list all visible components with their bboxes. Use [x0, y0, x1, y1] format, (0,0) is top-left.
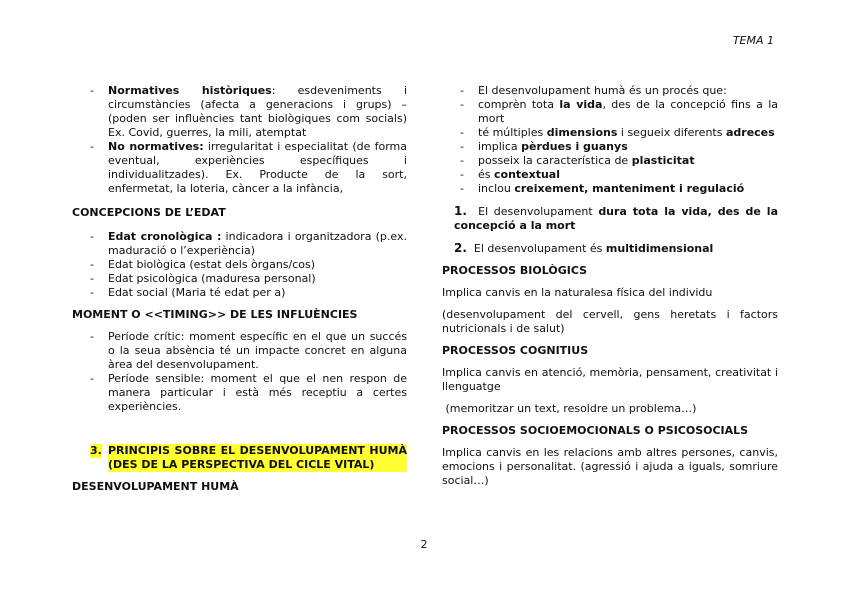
definition: Edat biològica (estat dels òrgans/cos) — [108, 258, 316, 271]
list-item — [72, 140, 407, 196]
right-column — [442, 84, 778, 488]
item-text: , des de la concepció fins a la mort — [478, 98, 778, 125]
paragraph: Implica canvis en la naturalesa física del individu — [442, 286, 713, 299]
moment-list — [72, 330, 407, 414]
list-item: - Període sensible: moment el que el nen respon de manera particular i està més receptiu a certes experiències. — [72, 372, 407, 414]
principle-number: 2. — [454, 241, 467, 255]
item-text: és — [478, 168, 494, 181]
concepcions-list — [72, 230, 407, 300]
principle-bold: multidimensional — [605, 242, 714, 255]
definition: indicadora i organitzadora (p.ex. maduració o l’experiència) — [108, 230, 407, 257]
item-bold: la vida — [559, 98, 603, 111]
section-heading: CONCEPCIONS DE L’EDAT — [72, 206, 226, 219]
left-column — [72, 84, 407, 494]
item-text: inclou — [478, 182, 515, 195]
numbered-heading — [72, 444, 407, 472]
section-heading: PROCESSOS COGNITIUS — [442, 344, 589, 357]
list-item — [72, 286, 407, 300]
page-number: 2 — [420, 538, 428, 551]
definition: irregularitat i especialitat (de forma eventual, experiències específiques i individualitzades). Ex. Producte de la sort, enfermetat, la loteria, càncer a la infància, — [108, 140, 407, 195]
list-item — [442, 154, 778, 168]
item-text: i segueix diferents — [617, 126, 726, 139]
section-heading: MOMENT O <<TIMING>> DE LES INFLUÈNCIES — [72, 308, 358, 321]
definition: Edat social (Maria té edat per a) — [108, 286, 286, 299]
item-bold: adreces — [725, 126, 775, 139]
list-item — [442, 84, 778, 98]
principle-1 — [442, 204, 778, 233]
section-heading: PROCESSOS SOCIOEMOCIONALS O PSICOSOCIALS — [442, 424, 749, 437]
definition: : esdeveniments i circumstàncies (afecta a generacions i grups) –(poden ser influències tant biològiques com socials) Ex. Covid, guerres, la mili, atemptat — [108, 84, 407, 139]
term: Normatives històriques — [108, 84, 272, 97]
list-item — [442, 168, 778, 182]
list-item — [72, 84, 407, 140]
principle-text: El desenvolupament és — [473, 242, 606, 255]
list-item — [72, 258, 407, 272]
list-item — [442, 182, 778, 196]
item-bold: plasticitat — [631, 154, 695, 167]
list-item — [72, 272, 407, 286]
item-text: comprèn tota — [478, 98, 560, 111]
item-text: El desenvolupament humà és un procés que: — [478, 84, 727, 97]
item-bold: creixement, manteniment i regulació — [514, 182, 745, 195]
section-heading: PROCESSOS BIOLÒGICS — [442, 264, 588, 277]
item-bold: contextual — [494, 168, 561, 181]
paragraph: Implica canvis en les relacions amb altres persones, canvis, emocions i personalitat. (agressió i ajuda a iguals, somriure social…) — [442, 446, 778, 487]
paragraph: (desenvolupament del cervell, gens heretats i factors nutricionals i de salut) — [442, 308, 778, 335]
item-bold: dimensions — [546, 126, 618, 139]
section-heading: DESENVOLUPAMENT HUMÀ — [72, 480, 239, 493]
principle-bold: dura tota la vida, des de la concepció a la mort — [454, 205, 778, 232]
item-text: té múltiples — [478, 126, 547, 139]
term: Edat cronològica : — [108, 230, 222, 243]
term: No normatives: — [108, 140, 204, 153]
paragraph: Implica canvis en atenció, memòria, pensament, creativitat i llenguatge — [442, 366, 778, 393]
heading-number: 3. — [90, 444, 102, 457]
item-bold: pèrdues i guanys — [521, 140, 628, 153]
principle-text: El desenvolupament — [478, 205, 599, 218]
principle-number: 1. — [454, 204, 467, 218]
list-item — [442, 140, 778, 154]
item-text: implica — [478, 140, 522, 153]
definition: Edat psicològica (maduresa personal) — [108, 272, 316, 285]
heading-text: PRINCIPIS SOBRE EL DESENVOLUPAMENT HUMÀ (DES DE LA PERSPECTIVA DEL CICLE VITAL) — [108, 444, 407, 471]
influences-list — [72, 84, 407, 196]
principle-2 — [442, 241, 778, 256]
list-item — [442, 98, 778, 126]
running-header: TEMA 1 — [732, 34, 774, 47]
paragraph: (memoritzar un text, resoldre un problema…) — [442, 402, 697, 415]
process-list — [442, 84, 778, 196]
list-item — [442, 126, 778, 140]
list-item: - Període crític: moment específic en el que un succés o la seua absència té un impacte concret en alguna àrea del desenvolupament. — [72, 330, 407, 372]
item-text: posseix la característica de — [478, 154, 632, 167]
list-item — [72, 230, 407, 258]
